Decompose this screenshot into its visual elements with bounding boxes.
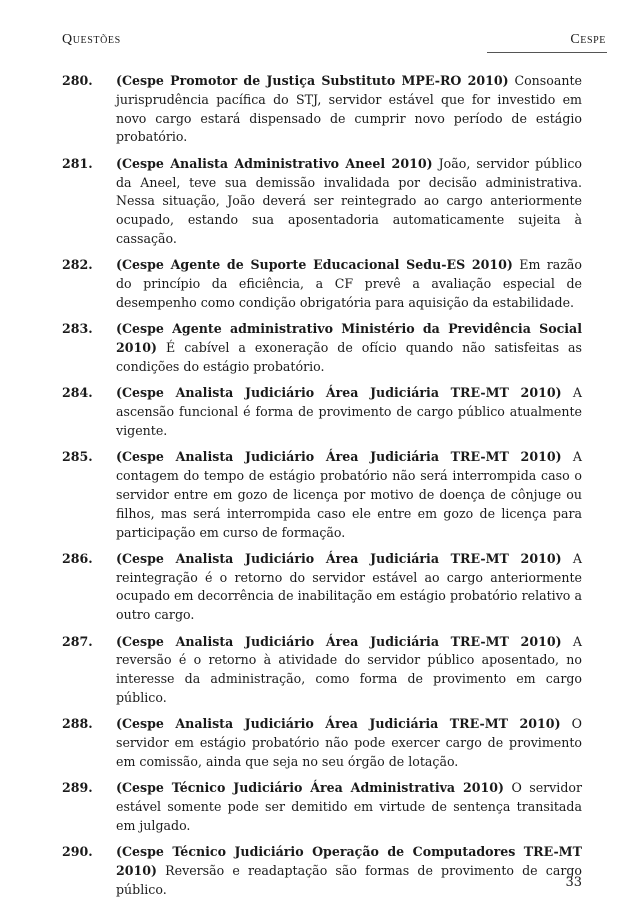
question-item xyxy=(62,843,582,899)
question-item xyxy=(62,256,582,312)
question-source: (Cespe Agente administrativo Ministério da Previdência Social 2010) xyxy=(116,321,582,356)
question-source: (Cespe Analista Judiciário Área Judiciária TRE-MT 2010) xyxy=(116,716,561,732)
question-number: 285. xyxy=(62,449,93,465)
page-number: 33 xyxy=(565,875,582,890)
question-source: (Cespe Promotor de Justiça Substituto MPE-RO 2010) xyxy=(116,73,509,88)
question-text: Consoante jurisprudência pacífica do STJ, servidor estável que for investido em novo cargo estará dispensado de cumprir novo período de estágio probatório. xyxy=(116,73,582,145)
question-number: 290. xyxy=(62,844,93,860)
question-number: 280. xyxy=(62,73,93,88)
running-header-right: Cespe xyxy=(570,32,606,47)
question-text: Em razão do princípio da eficiência, a CF prevê a avaliação especial de desempenho como condição obrigatória para aquisição da estabilidade. xyxy=(116,257,582,310)
question-source: (Cespe Analista Administrativo Aneel 2010) xyxy=(116,155,433,171)
question-source: (Cespe Analista Judiciário Área Judiciária TRE-MT 2010) xyxy=(116,385,562,401)
question-text: A reintegração é o retorno do servidor estável ao cargo anteriormente ocupado em decorrência de inabilitação em estágio probatório relativo a outro cargo. xyxy=(116,550,582,623)
question-number: 287. xyxy=(62,633,93,649)
question-text: É cabível a exoneração de ofício quando não satisfeitas as condições do estágio probatório. xyxy=(116,340,582,374)
question-item xyxy=(62,633,582,708)
question-item xyxy=(62,72,582,147)
question-text: João, servidor público da Aneel, teve sua demissão invalidada por decisão administrativa. Nessa situação, João deverá ser reintegrado ao cargo anteriormente ocupado, estando sua aposentadoria automaticamente sujeita à cassação. xyxy=(116,155,582,246)
question-source: (Cespe Analista Judiciário Área Judiciária TRE-MT 2010) xyxy=(116,550,562,566)
running-header-left: Questões xyxy=(62,32,121,47)
question-number: 281. xyxy=(62,155,93,171)
question-item xyxy=(62,779,582,835)
question-source: (Cespe Técnico Judiciário Operação de Computadores TRE-MT 2010) xyxy=(116,844,582,879)
question-item xyxy=(62,550,582,625)
question-number: 283. xyxy=(62,321,93,337)
question-text: A reversão é o retorno à atividade do servidor público aposentado, no interesse da administração, como forma de provimento em cargo público. xyxy=(116,633,582,706)
question-source: (Cespe Analista Judiciário Área Judiciária TRE-MT 2010) xyxy=(116,449,562,465)
question-text: A ascensão funcional é forma de provimento de cargo público atualmente vigente. xyxy=(116,385,582,438)
question-item xyxy=(62,155,582,249)
question-text: O servidor em estágio probatório não pode exercer cargo de provimento em comissão, ainda que seja no seu órgão de lotação. xyxy=(116,716,582,770)
question-number: 288. xyxy=(62,716,93,732)
question-item xyxy=(62,715,582,771)
question-number: 282. xyxy=(62,257,93,273)
question-number: 286. xyxy=(62,550,93,566)
question-number: 284. xyxy=(62,385,93,401)
question-source: (Cespe Agente de Suporte Educacional Sedu-ES 2010) xyxy=(116,257,513,273)
question-list xyxy=(62,72,582,907)
header-rule xyxy=(487,52,607,53)
question-text: A contagem do tempo de estágio probatório não será interrompida caso o servidor entre em gozo de licença por motivo de doença de cônjuge ou filhos, mas será interrompida caso ele entre em gozo de licença para participação em curso de formação. xyxy=(116,449,582,540)
question-number: 289. xyxy=(62,780,93,796)
question-text: Reversão e readaptação são formas de provimento de cargo público. xyxy=(116,863,582,898)
question-item xyxy=(62,320,582,376)
question-text: O servidor estável somente pode ser demitido em virtude de sentença transitada em julgado. xyxy=(116,780,582,834)
question-source: (Cespe Técnico Judiciário Área Administrativa 2010) xyxy=(116,780,504,796)
question-item xyxy=(62,384,582,440)
question-source: (Cespe Analista Judiciário Área Judiciária TRE-MT 2010) xyxy=(116,633,562,649)
question-item xyxy=(62,448,582,542)
